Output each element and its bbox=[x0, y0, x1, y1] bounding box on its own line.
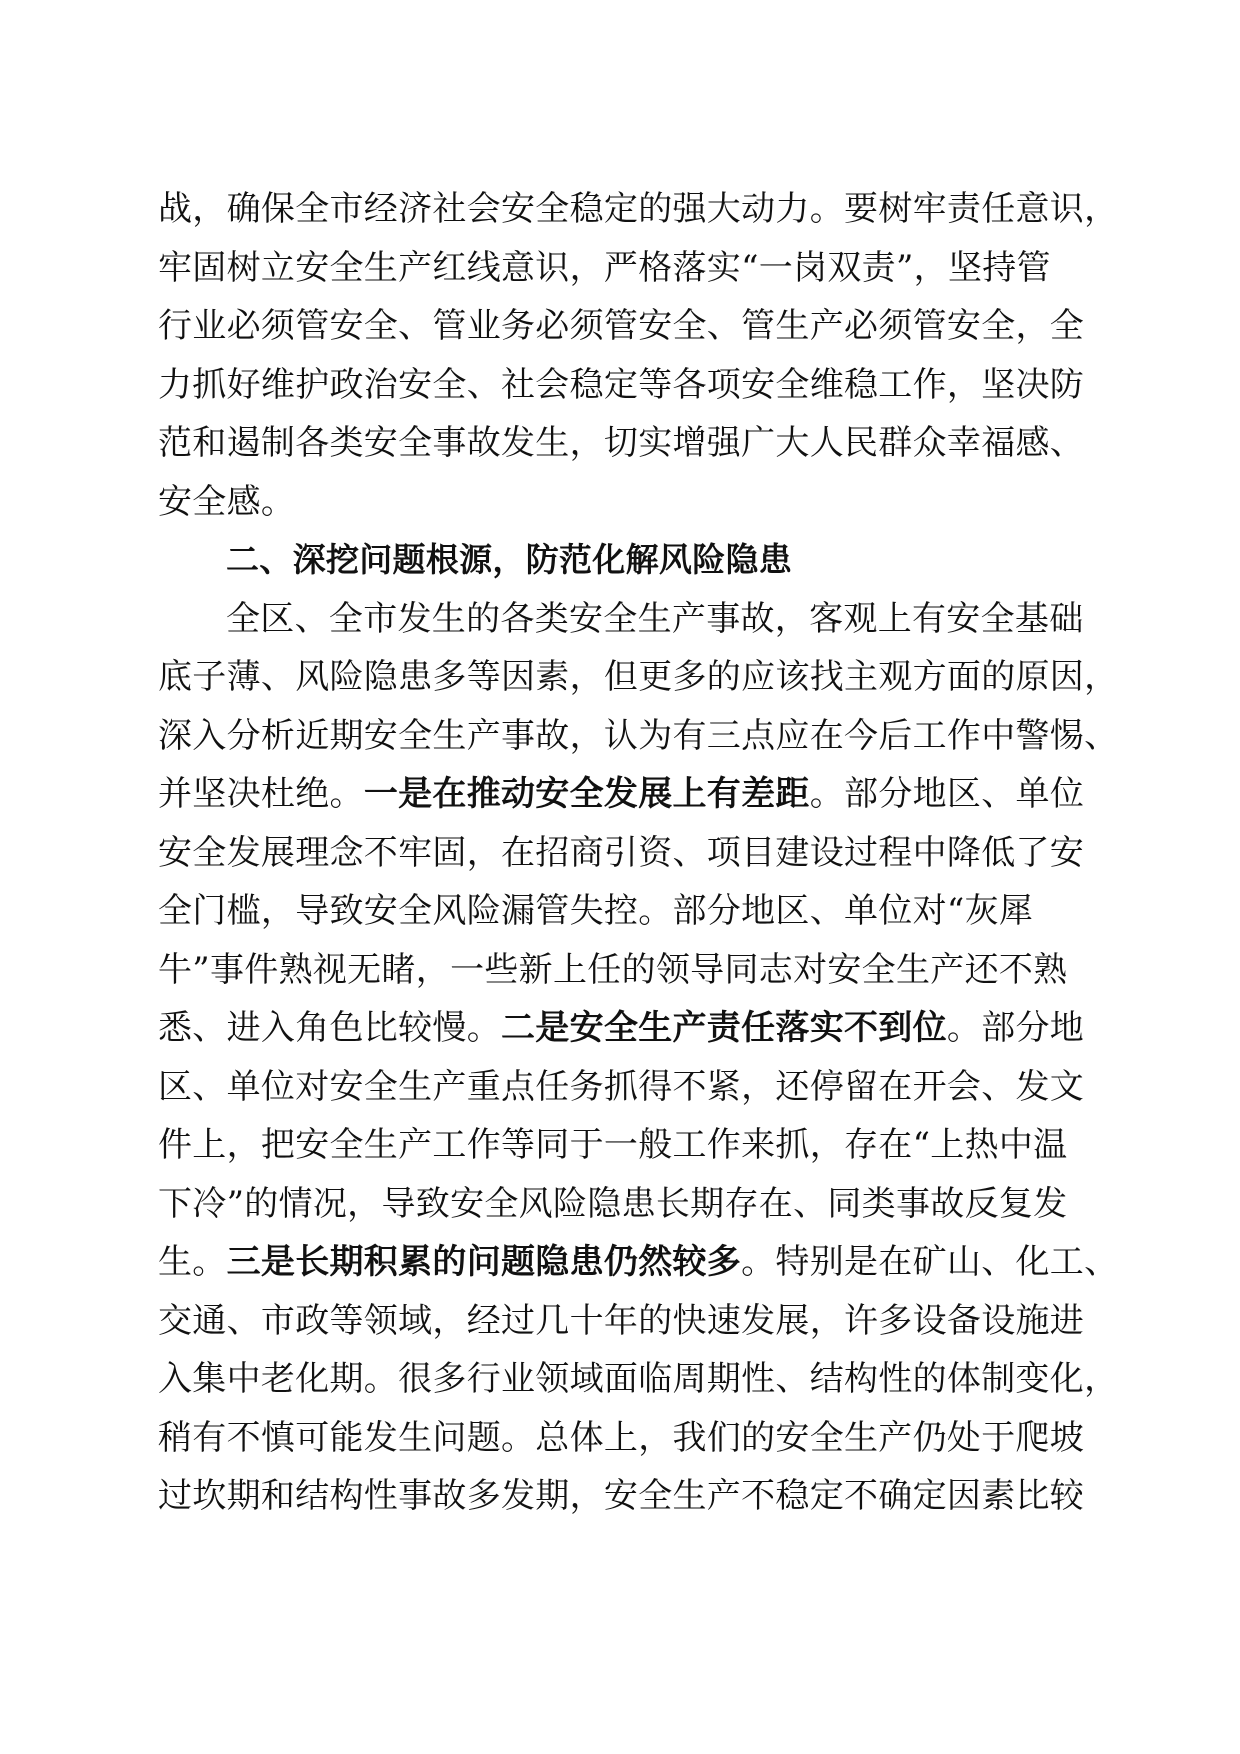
text-run: 生。 bbox=[158, 1242, 227, 1282]
paragraph-line bbox=[158, 648, 1119, 707]
paragraph-line bbox=[158, 414, 1088, 473]
paragraph-line bbox=[158, 824, 1088, 883]
paragraph-line bbox=[158, 473, 1088, 532]
emphasis-text: 一是在推动安全发展上有差距 bbox=[363, 774, 810, 814]
text-run: 安全发展理念不牢固，在招商引资、项目建设过程中降低了安 bbox=[158, 832, 1085, 873]
text-run: 力抓好维护政治安全、社会稳定等各项安全维稳工作，坚决防 bbox=[158, 364, 1085, 405]
text-run: 。特别是在矿山、化工、 bbox=[741, 1242, 1119, 1282]
text-run: 深入分析近期安全生产事故，认为有三点应在今后工作中警惕、 bbox=[158, 715, 1119, 756]
paragraph-line bbox=[158, 1467, 1088, 1526]
body-text bbox=[158, 180, 1119, 1526]
text-run: 交通、市政等领域，经过几十年的快速发展，许多设备设施进 bbox=[158, 1300, 1085, 1341]
paragraph-line bbox=[158, 590, 1088, 649]
text-run: 过坎期和结构性事故多发期，安全生产不稳定不确定因素比较 bbox=[158, 1476, 1085, 1516]
text-run: 安全感。 bbox=[158, 481, 296, 522]
paragraph-line bbox=[158, 1058, 1088, 1117]
text-run: 底子薄、风险隐患多等因素，但更多的应该找主观方面的原因， bbox=[158, 657, 1119, 697]
section-heading bbox=[158, 531, 1088, 590]
paragraph-line bbox=[158, 765, 1088, 824]
paragraph-line bbox=[158, 941, 1088, 1000]
paragraph-line bbox=[158, 1350, 1119, 1409]
text-run: 下冷”的情况，导致安全风险隐患长期存在、同类事故反复发 bbox=[158, 1183, 1068, 1224]
text-run: 悉、进入角色比较慢。 bbox=[158, 1008, 501, 1048]
paragraph-line bbox=[158, 882, 1088, 941]
paragraph-line bbox=[158, 1233, 1119, 1292]
paragraph-line bbox=[158, 180, 1119, 239]
text-run: 。部分地 bbox=[946, 1008, 1085, 1048]
text-run: 牛”事件熟视无睹，一些新上任的领导同志对安全生产还不熟 bbox=[158, 949, 1068, 990]
text-run: 稍有不慎可能发生问题。总体上，我们的安全生产仍处于爬坡 bbox=[158, 1417, 1085, 1458]
text-run: 牢固树立安全生产红线意识，严格落实“一岗双责”，坚持管 bbox=[158, 247, 1051, 288]
paragraph-line bbox=[158, 1292, 1088, 1351]
paragraph-line bbox=[158, 1409, 1088, 1468]
emphasis-text: 三是长期积累的问题隐患仍然较多 bbox=[226, 1242, 742, 1282]
text-run: 并坚决杜绝。 bbox=[158, 774, 364, 814]
paragraph-line bbox=[158, 356, 1088, 415]
paragraph-line bbox=[158, 1116, 1088, 1175]
paragraph-line bbox=[158, 999, 1088, 1058]
emphasis-text: 二是安全生产责任落实不到位 bbox=[501, 1008, 947, 1048]
text-run: 区、单位对安全生产重点任务抓得不紧，还停留在开会、发文 bbox=[158, 1066, 1085, 1107]
paragraph-line bbox=[158, 1175, 1088, 1234]
text-run: 件上，把安全生产工作等同于一般工作来抓，存在“上热中温 bbox=[158, 1125, 1068, 1165]
paragraph-line bbox=[158, 297, 1088, 356]
text-run: 范和遏制各类安全事故发生，切实增强广大人民群众幸福感、 bbox=[158, 423, 1085, 463]
heading-text: 二、深挖问题根源，防范化解风险隐患 bbox=[226, 540, 793, 579]
paragraph-line bbox=[158, 239, 1088, 298]
text-run: 。部分地区、单位 bbox=[809, 774, 1085, 814]
text-run: 战，确保全市经济社会安全稳定的强大动力。要树牢责任意识， bbox=[158, 189, 1119, 229]
paragraph-line bbox=[158, 707, 1119, 766]
text-run: 入集中老化期。很多行业领域面临周期性、结构性的体制变化， bbox=[158, 1359, 1119, 1399]
text-run: 全区、全市发生的各类安全生产事故，客观上有安全基础 bbox=[226, 598, 1084, 639]
text-run: 全门槛，导致安全风险漏管失控。部分地区、单位对“灰犀 bbox=[158, 891, 1034, 931]
text-run: 行业必须管安全、管业务必须管安全、管生产必须管安全，全 bbox=[158, 306, 1085, 346]
